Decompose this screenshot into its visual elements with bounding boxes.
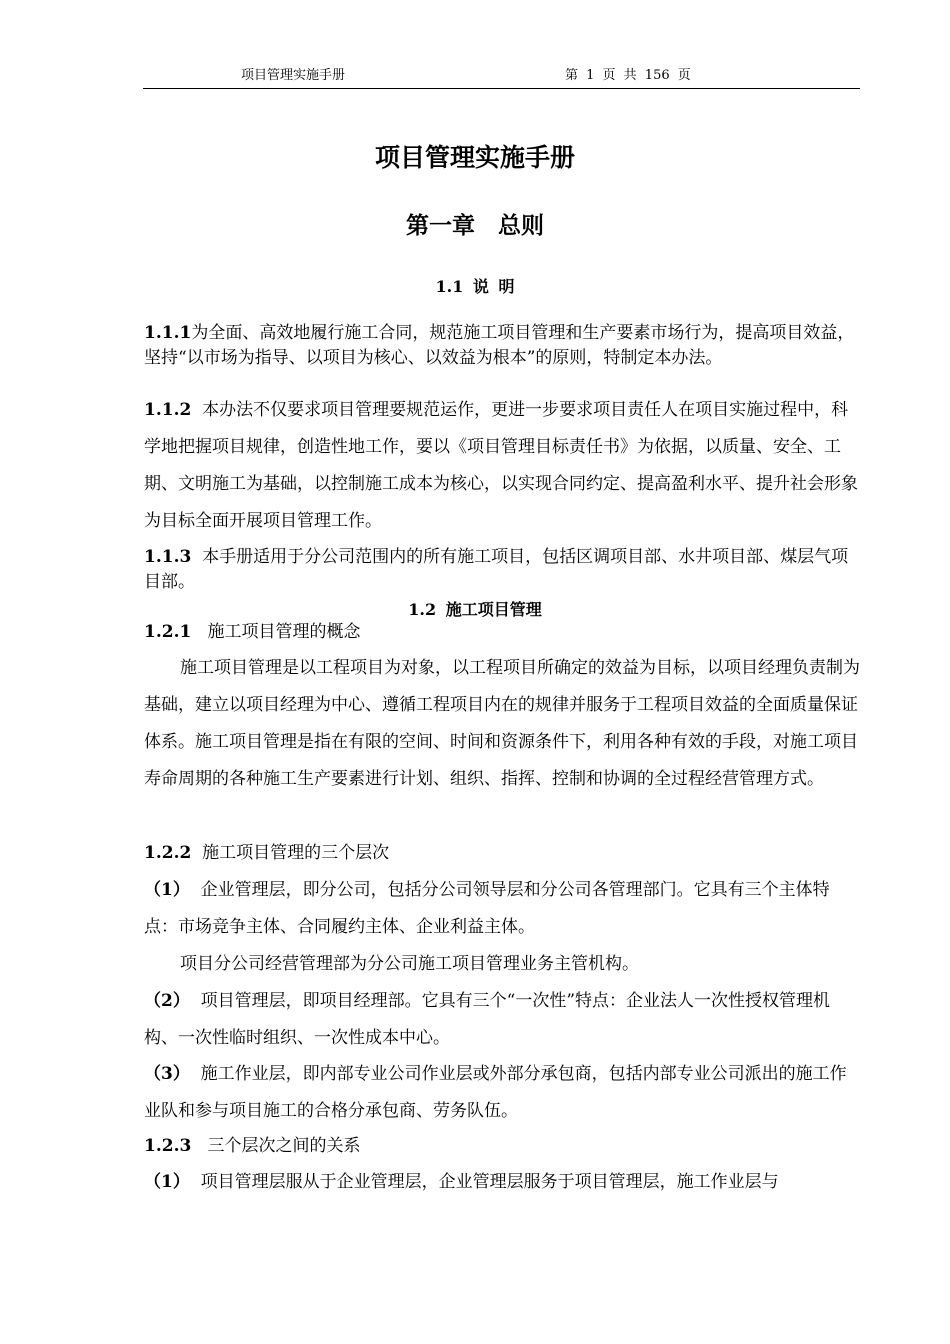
list-text: 企业管理层，即分公司，包括分公司领导层和分公司各管理部门。它具有三个主体特点：市场竞争主体、合同履约主体、企业利益主体。: [144, 880, 830, 937]
paragraph-1-1-3: [144, 545, 860, 595]
clause-number: 1.1.3: [144, 547, 192, 567]
list-text: 项目管理层服从于企业管理层，企业管理层服务于项目管理层，施工作业层与: [200, 1172, 779, 1192]
clause-number: 1.2.2: [144, 843, 192, 863]
clause-number: 1.2.3: [144, 1136, 192, 1156]
clause-number: 1.1.2: [144, 400, 192, 420]
section-heading-1-2: 1.2 施工项目管理: [408, 600, 542, 619]
paragraph-1-2-3: [144, 1128, 860, 1165]
list-number: （2）: [144, 991, 190, 1011]
clause-number: 1.2.1: [144, 622, 192, 642]
list-item-4: [144, 1164, 860, 1201]
page-header: [143, 0, 860, 89]
paragraph-1-2-1: [144, 614, 860, 651]
document-title: 项目管理实施手册: [374, 143, 575, 172]
header-page-info: 第 1 页 共 156 页: [565, 68, 691, 83]
paragraph-1-2-1-body: 施工项目管理是以工程项目为对象，以工程项目所确定的效益为目标，以项目经理负责制为基础，建立以项目经理为中心、遵循工程项目内在的规律并服务于工程项目效益的全面质量保证体系。施工项目管理是指在有限的空间、时间和资源条件下，利用各种有效的手段，对施工项目寿命周期的各种施工生产要素进行计划、组织、指挥、控制和协调的全过程经营管理方式。: [144, 658, 860, 789]
list-item-1: [144, 872, 860, 946]
chapter-heading: 第一章 总则: [406, 212, 544, 239]
paragraph-1-1-2: [144, 392, 860, 540]
list-number: （1）: [144, 1172, 190, 1192]
clause-text: 施工项目管理的三个层次: [202, 843, 390, 863]
list-item-2: [144, 983, 860, 1057]
section-heading-1-1: 1.1 说 明: [435, 277, 515, 296]
list-number: （3）: [144, 1064, 190, 1084]
clause-text: 三个层次之间的关系: [207, 1136, 361, 1156]
paragraph-1-2-2: [144, 835, 860, 872]
clause-number: 1.1.1: [144, 323, 192, 343]
list-number: （1）: [144, 880, 190, 900]
clause-text: 为全面、高效地履行施工合同，规范施工项目管理和生产要素市场行为，提高项目效益，坚持“以市场为指导、以项目为核心、以效益为根本”的原则，特制定本办法。: [144, 323, 855, 368]
clause-text: 施工项目管理的概念: [207, 622, 361, 642]
header-title: 项目管理实施手册: [241, 68, 346, 83]
list-text: 施工作业层，即内部专业公司作业层或外部分承包商，包括内部专业公司派出的施工作业队和参与项目施工的合格分承包商、劳务队伍。: [144, 1064, 847, 1121]
clause-text: 本办法不仅要求项目管理要规范运作，更进一步要求项目责任人在项目实施过程中，科学地把握项目规律，创造性地工作，要以《项目管理目标责任书》为依据，以质量、安全、工期、文明施工为基础，以控制施工成本为核心，以实现合同约定、提高盈利水平、提升社会形象为目标全面开展项目管理工作。: [144, 400, 858, 531]
list-item-1-note: 项目分公司经营管理部为分公司施工项目管理业务主管机构。: [180, 954, 639, 974]
list-item-3: [144, 1056, 860, 1130]
paragraph-1-1-1: [144, 321, 860, 371]
list-text: 项目管理层，即项目经理部。它具有三个“一次性”特点：企业法人一次性授权管理机构、一次性临时组织、一次性成本中心。: [144, 991, 831, 1048]
clause-text: 本手册适用于分公司范围内的所有施工项目，包括区调项目部、水井项目部、煤层气项目部。: [144, 547, 849, 592]
